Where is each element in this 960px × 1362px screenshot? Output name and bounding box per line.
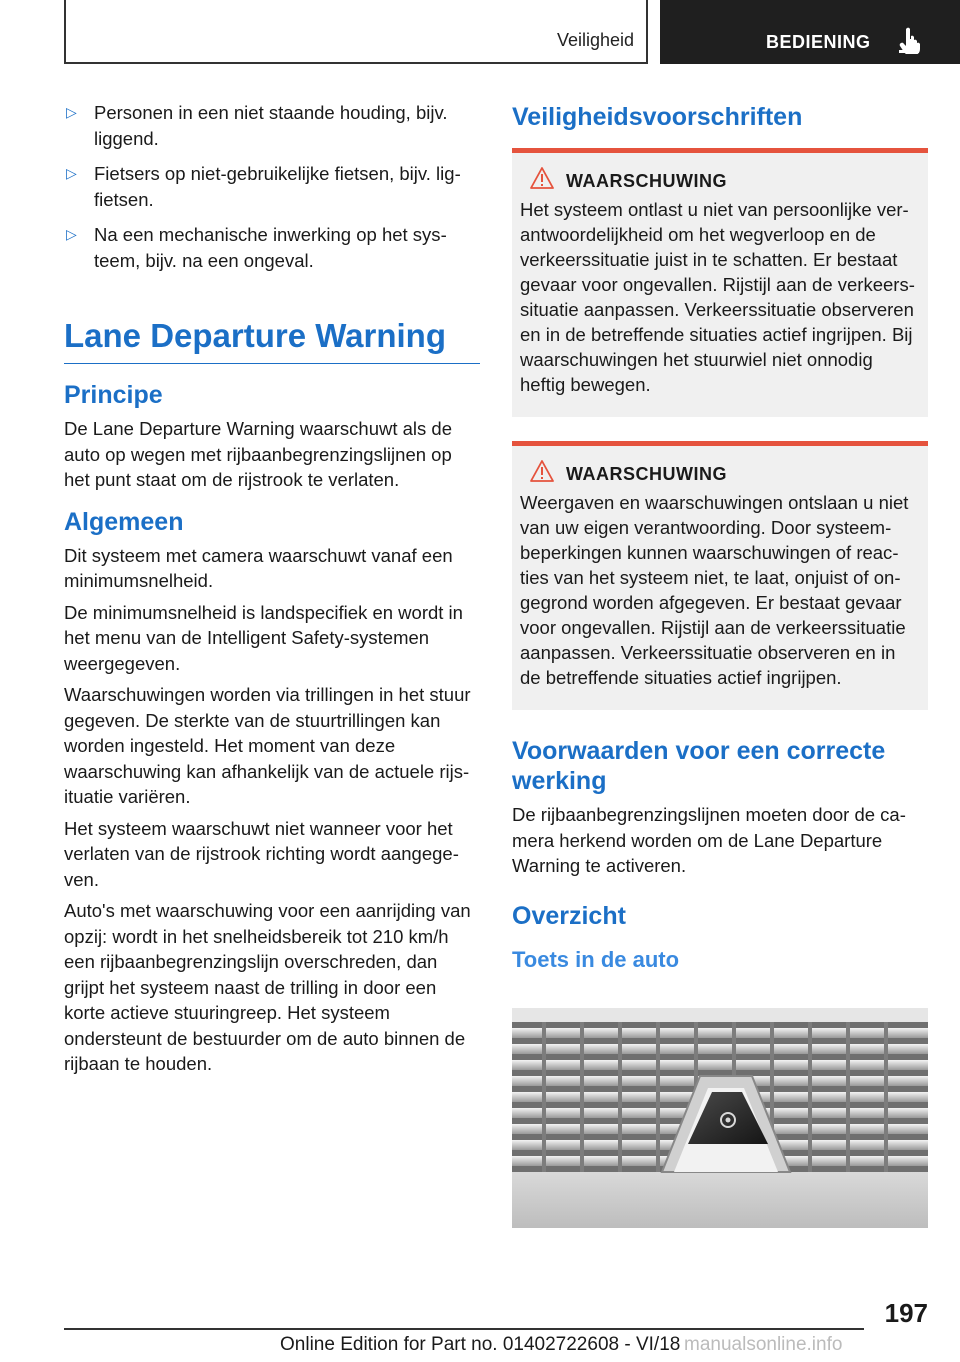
section-title: Veiligheid (556, 30, 634, 50)
button-subheading: Toets in de auto (512, 946, 680, 972)
principe-heading: Principe (64, 381, 163, 409)
warning-box (512, 148, 928, 417)
warning-box (512, 441, 928, 710)
right-column (512, 100, 928, 973)
chapter-title: BEDIENING (766, 32, 871, 52)
list-item (64, 100, 480, 151)
paragraph: Auto's met waarschuwing voor een aanrijding van opzij: wordt in het snelheidsbereik tot 210 km/h een rijbaanbegrenzingslijn overschreden, dan grijpt het systeem naast de trilling in door een korte actieve stuuringreep. Het systeem ondersteunt de bestuurder om de auto binnen de rijbaan te houden. (64, 900, 471, 1074)
list-item-text: Fietsers op niet-gebruikelijke fietsen, bijv. ligfietsen. (94, 163, 461, 210)
algemeen-heading: Algemeen (64, 507, 184, 536)
paragraph: Waarschuwingen worden via trillingen in het stuur gegeven. De sterkte van de stuurtrillingen kan worden ingesteld. Het moment van deze waarschuwing kan afhankelijk van de actuele rijsituatie variëren. (64, 684, 471, 807)
triangle-bullet-icon: ▷ (66, 226, 77, 242)
paragraph: Het systeem waarschuwt niet wanneer voor het verlaten van de rijstrook richting wordt aangegeven. (64, 817, 459, 890)
list-item (64, 222, 480, 273)
paragraph: Dit systeem met camera waarschuwt vanaf een minimumsnelheid. (64, 544, 453, 591)
page-number: 197 (884, 1298, 928, 1328)
triangle-bullet-icon: ▷ (66, 104, 77, 120)
dashboard-grille-illustration (512, 1008, 928, 1228)
footer-divider (64, 1328, 864, 1330)
warning-triangle-icon (530, 460, 554, 482)
warning-text: Het systeem ontlast u niet van persoonlijke verantwoordelijkheid om het wegverloop en de verkeerssituatie juist in te schatten. Er bestaat gevaar voor ongevallen. Rijstijl aan de verkeerssituatie aanpassen. Verkeerssituatie observeren en in de betreffende situaties actief ingrijpen. Bij waarschuwingen het stuurwiel niet onnodig heftig bewegen. (520, 199, 915, 395)
chapter-heading: Lane Departure Warning (64, 317, 480, 364)
watermark: manualsonline.info (684, 1334, 843, 1355)
warning-label: WAARSCHUWING (566, 464, 727, 484)
edition-note: Online Edition for Part no. 01402722608 - VI/18 (280, 1334, 681, 1355)
list-item-text: Na een mechanische inwerking op het systeem, bijv. na een ongeval. (94, 224, 447, 271)
left-column (64, 100, 480, 1083)
paragraph: De minimumsnelheid is landspecifiek en wordt in het menu van de Intelligent Safety-systemen weergegeven. (64, 601, 463, 674)
header-chapter-tab (660, 0, 960, 64)
warning-header (520, 167, 920, 193)
list-item-text: Personen in een niet staande houding, bijv. liggend. (94, 102, 448, 149)
header-section-tab (64, 0, 648, 64)
hand-pointer-icon (898, 26, 924, 54)
warning-text: Weergaven en waarschuwingen ontslaan u niet van uw eigen verantwoording. Door systeembeperkingen kunnen waarschuwingen of reacties van het systeem niet, te laat, onjuist of ongegrond worden afgegeven. Er bestaat gevaar voor ongevallen. Rijstijl aan de verkeerssituatie aanpassen. Verkeerssituatie observeren en in de betreffende situaties actief ingrijpen. (520, 492, 909, 688)
warning-triangle-icon (530, 167, 554, 189)
warning-label: WAARSCHUWING (566, 171, 727, 191)
conditions-paragraph: De rijbaanbegrenzingslijnen moeten door de camera herkend worden om de Lane Departure Warning te activeren. (512, 804, 906, 876)
list-item (64, 161, 480, 212)
button-location-photo (512, 1008, 928, 1228)
warning-header (520, 460, 920, 486)
condition-bullet-list (64, 100, 480, 273)
triangle-bullet-icon: ▷ (66, 165, 77, 181)
principe-paragraph: De Lane Departure Warning waarschuwt als de auto op wegen met rijbaanbegrenzingslijnen op het punt staat om de rijstrook te verlaten. (64, 418, 453, 490)
safety-heading: Veiligheidsvoorschriften (512, 103, 803, 131)
overview-heading: Overzicht (512, 901, 626, 930)
conditions-heading: Voorwaarden voor een correcte werking (512, 737, 886, 795)
